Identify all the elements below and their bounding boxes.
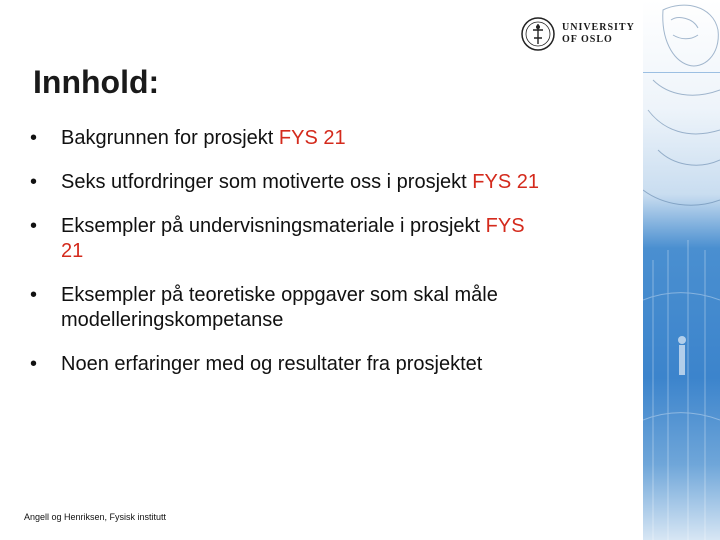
bullet-dot: • xyxy=(30,127,38,149)
bullet-text: Noen erfaringer med og resultater fra prosjektet xyxy=(61,353,483,375)
bullet-dot: • xyxy=(30,284,38,306)
bullet-highlight-continued: 21 xyxy=(61,240,84,262)
bullet-item xyxy=(30,352,630,377)
bullet-highlight: FYS 21 xyxy=(472,171,539,193)
bullet-item xyxy=(30,170,630,195)
logo-line1: UNIVERSITY xyxy=(562,22,635,33)
slide-title: Innhold: xyxy=(33,64,160,100)
bullet-highlight: FYS xyxy=(485,215,525,237)
bullet-item xyxy=(30,214,630,264)
university-name xyxy=(562,22,635,46)
bullet-highlight: FYS 21 xyxy=(278,127,346,149)
bullet-text: Eksempler på teoretiske oppgaver som skal måle modelleringskompetanse xyxy=(61,284,498,331)
bullet-text: Bakgrunnen for prosjekt xyxy=(61,127,279,149)
header-rule xyxy=(643,72,720,73)
university-seal-icon xyxy=(520,16,556,52)
logo-line2: OF OSLO xyxy=(562,34,613,45)
bullet-item xyxy=(30,126,630,151)
decorative-side-band xyxy=(643,0,720,540)
bullet-dot: • xyxy=(30,171,38,193)
statue-illustration xyxy=(643,0,720,540)
bullet-text: Seks utfordringer som motiverte oss i prosjekt xyxy=(61,171,473,193)
bullet-dot: • xyxy=(30,215,38,237)
footer-text: Angell og Henriksen, Fysisk institutt xyxy=(24,512,167,522)
bullet-dot: • xyxy=(30,353,38,375)
bullet-text: Eksempler på undervisningsmateriale i prosjekt xyxy=(61,215,486,237)
bullet-item xyxy=(30,283,621,333)
bullet-list xyxy=(30,126,630,377)
university-logo xyxy=(520,16,635,52)
